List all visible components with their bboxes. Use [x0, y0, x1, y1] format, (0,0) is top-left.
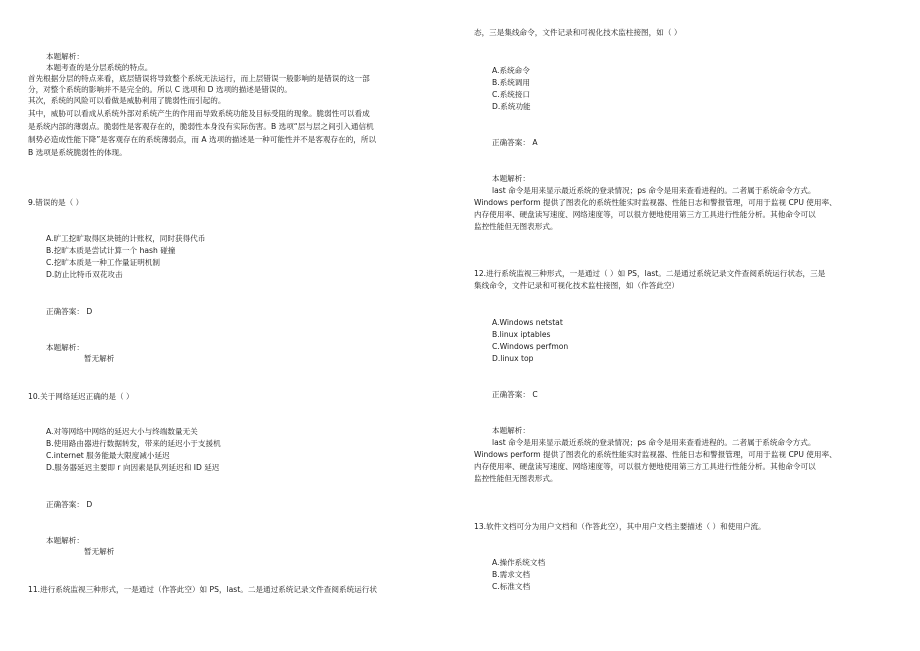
q8-analysis-label: 本题解析：: [46, 52, 84, 61]
q11-question: 11.进行系统监视三种形式，一是通过（作答此空）如 PS，last。二是通过系统记录文件查阅系统运行状: [28, 585, 377, 594]
q8-analysis-line: 其中，威胁可以看成从系统外部对系统产生的作用而导致系统功能及目标受阻的现象。脆弱性可以看成: [28, 109, 370, 118]
q12-option: D.linux top: [492, 354, 534, 363]
q11-option: C.系统接口: [492, 90, 531, 99]
q11-question-cont: 态，三是集线命令，文件记录和可视化技术监柱接图，如（ ）: [474, 28, 682, 37]
q13-option: A.操作系统文档: [492, 558, 546, 567]
q8-analysis-line: B 选项是系统脆弱性的体现。: [28, 148, 127, 157]
q11-option: B.系统调用: [492, 78, 530, 87]
q9-question: 9.错误的是（ ）: [28, 198, 84, 207]
q10-answer: 正确答案： D: [46, 500, 93, 509]
q8-analysis-line: 其次，系统的风险可以看做是威胁利用了脆弱性而引起的。: [28, 96, 226, 105]
q11-analysis-line: 监控性能但无图表形式。: [474, 222, 558, 231]
q9-option: A.旷工挖旷取得区块链的计账权，同时获得代币: [46, 234, 206, 243]
q11-option: A.系统命令: [492, 66, 530, 75]
q13-question: 13.软件文档可分为用户文档和（作答此空），其中用户文档主要描述（ ）和使用户流。: [474, 522, 766, 531]
q10-question: 10.关于网络延迟正确的是（ ）: [28, 392, 134, 401]
q9-analysis: 暂无解析: [84, 354, 115, 363]
q12-analysis-line: Windows perform 提供了图表化的系统性能实时监视器、性能日志和警报管理，可用于监视 CPU 使用率、: [474, 450, 837, 459]
q9-option: B.挖旷本质是尝试计算一个 hash 碰撞: [46, 246, 176, 255]
q10-option: A.对等网络中网络的延迟大小与终端数量无关: [46, 427, 198, 436]
q13-option: B.需求文档: [492, 570, 530, 579]
q12-option: B.linux iptables: [492, 330, 551, 339]
q10-analysis-label: 本题解析：: [46, 536, 84, 545]
q9-answer: 正确答案： D: [46, 307, 93, 316]
q8-analysis-line: 本题考查的是分层系统的特点。: [46, 63, 153, 72]
q13-option: C.标准文档: [492, 582, 531, 591]
q12-analysis-line: 内存使用率、硬盘读写速度、网络速度等，可以很方便地使用第三方工具进行性能分析。其他命令可以: [474, 462, 816, 471]
q8-analysis-line: 分，对整个系统的影响并不是完全的。所以 C 选项和 D 选项的描述是错误的。: [28, 85, 292, 94]
q11-analysis-line: Windows perform 提供了图表化的系统性能实时监视器、性能日志和警报管理，可用于监视 CPU 使用率、: [474, 198, 837, 207]
q11-analysis-line: last 命令是用来显示最近系统的登录情况；ps 命令是用来查看进程的。二者属于系统命令方式。: [492, 186, 816, 195]
q11-option: D.系统功能: [492, 102, 531, 111]
q10-option: D.服务器延迟主要即 r 向因素是队列延迟和 ID 延迟: [46, 463, 220, 472]
q11-analysis-line: 内存使用率、硬盘读写速度、网络速度等，可以很方便地使用第三方工具进行性能分析。其他命令可以: [474, 210, 816, 219]
q12-analysis-label: 本题解析：: [492, 426, 530, 435]
q12-option: A.Windows netstat: [492, 318, 563, 327]
q9-option: C.挖旷本质是一种工作量证明机制: [46, 258, 161, 267]
q12-question: 集线命令，文件记录和可视化技术监柱接图，如（作答此空）: [474, 281, 680, 290]
q11-analysis-label: 本题解析：: [492, 174, 530, 183]
q12-answer: 正确答案： C: [492, 390, 538, 399]
q10-option: B.使用路由器进行数据转发，带来的延迟小于支援机: [46, 439, 221, 448]
q12-analysis-line: 监控性能但无图表形式。: [474, 474, 558, 483]
q9-analysis-label: 本题解析：: [46, 343, 84, 352]
q10-option: C.internet 服务能最大限度减小延迟: [46, 451, 170, 460]
q12-option: C.Windows perfmon: [492, 342, 569, 351]
q8-analysis-line: 首先根据分层的特点来看，底层错误将导致整个系统无法运行，而上层错误一般影响的是错误的这一部: [28, 74, 370, 83]
q12-analysis-line: last 命令是用来显示最近系统的登录情况；ps 命令是用来查看进程的。二者属于系统命令方式。: [492, 438, 816, 447]
q8-analysis-line: 是系统内部的薄弱点。脆弱性是客观存在的，脆弱性本身没有实际伤害。B 选项“层与层之间引入通信机: [28, 122, 374, 131]
q10-analysis: 暂无解析: [84, 547, 115, 556]
q8-analysis-line: 制势必造成性能下降”是客观存在的系统薄弱点，而 A 选项的描述是一种可能性并不是客观存在的，所以: [28, 135, 377, 144]
q11-answer: 正确答案： A: [492, 138, 538, 147]
q12-question: 12.进行系统监视三种形式，一是通过（ ）如 PS，last。二是通过系统记录文件查阅系统运行状态，三是: [474, 269, 826, 278]
q9-option: D.防止比特币双花攻击: [46, 270, 123, 279]
